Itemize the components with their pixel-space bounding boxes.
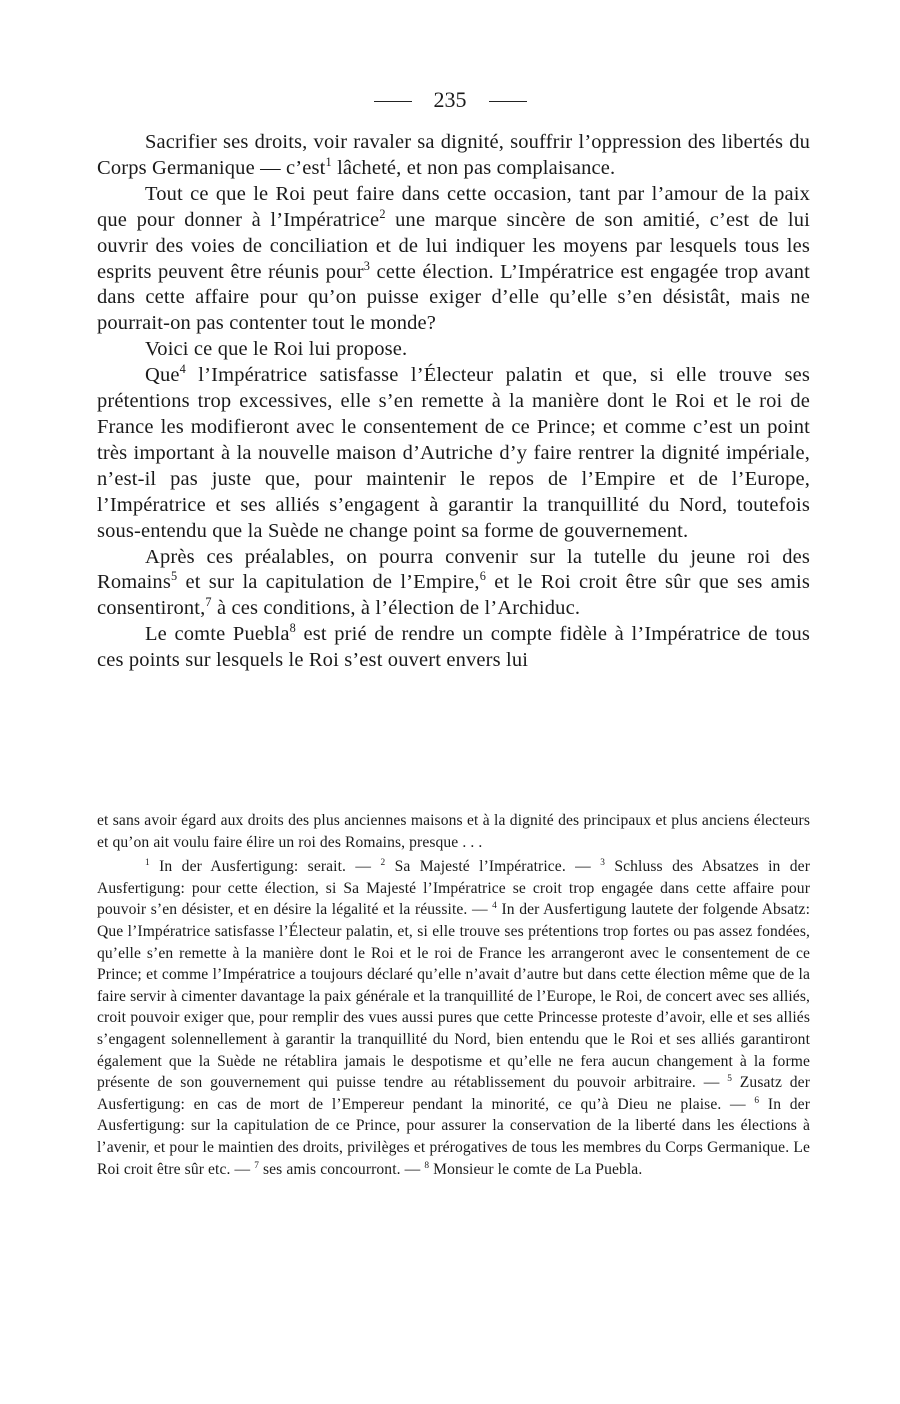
page-number: 235: [433, 87, 467, 112]
body-paragraph: Tout ce que le Roi peut faire dans cette occasion, tant par l’amour de la paix que pour donner à l’Impératrice$^2$ une marque sincère de son amitié, c’est de lui ouvrir des voies de conciliation et de lui indiquer les moyens par lesquels tous les esprits peuvent être réunis pour$^3$ cette élection. L’Impératrice est engagée trop avant dans cette affaire pour qu’on puisse exiger d’elle qu’elle s’en désistât, mais ne pourrait-on pas contenter tout le monde?: [97, 182, 810, 335]
body-paragraph: Après ces préalables, on pourra convenir sur la tutelle du jeune roi des Romains$^5$ et sur la capitulation de l’Empire,$^6$ et le Roi croit être sûr que ses amis consentiront,$^7$ à ces conditions, à l’élection de l’Archiduc.: [97, 545, 811, 620]
footnotes: [97, 810, 810, 1180]
body-paragraph: Sacrifier ses droits, voir ravaler sa dignité, souffrir l’oppression des libertés du Corps Germanique — c’est$^1$ lâcheté, et non pas complaisance.: [97, 131, 810, 179]
footnote-marker: 8: [289, 621, 296, 636]
footnote-marker: 1: [145, 858, 150, 868]
body-paragraph: Voici ce que le Roi lui propose.: [145, 338, 408, 361]
footnote-continuation: et sans avoir égard aux droits des plus anciennes maisons et à la dignité des principaux et plus anciens électeurs et qu’on ait voulu faire élire un roi des Romains, presque . . .: [97, 812, 810, 851]
header-rule-left: [374, 101, 412, 102]
main-text: [97, 130, 810, 674]
footnote-marker: 7: [205, 595, 212, 610]
header-rule-right: [489, 101, 527, 102]
footnote-marker: 5: [727, 1073, 732, 1084]
footnote-marker: 2: [380, 858, 386, 868]
body-paragraph: Le comte Puebla$^8$ est prié de rendre un compte fidèle à l’Impératrice de tous ces points sur lesquels le Roi s’est ouvert envers lui: [97, 621, 811, 672]
page-header: [0, 84, 900, 116]
footnote-marker: 8: [424, 1160, 430, 1171]
footnote-marker: 1: [325, 155, 332, 170]
footnote-marker: 4: [492, 901, 497, 912]
body-paragraph: Que$^4$ l’Impératrice satisfasse l’Électeur palatin et que, si elle trouve ses prétentions trop excessives, elle s’en remette à la manière dont le Roi et le roi de France les modifieront avec le consentement de ce Prince; et comme c’est un point très important à la nouvelle maison d’Autriche d’y faire rentrer la dignité impériale, n’est-il pas juste que, pour maintenir le repos de l’Empire et de l’Europe, l’Impératrice et ses alliés s’engagent à garantir la tranquillité du Nord, toutefois sous-entendu que la Suède ne change point sa forme de gouvernement.: [97, 362, 810, 542]
footnote-marker: 3: [363, 258, 371, 273]
footnote-marker: 3: [600, 858, 605, 868]
footnote-marker: 6: [754, 1095, 760, 1106]
footnote-marker: 6: [479, 569, 486, 584]
footnote-marker: 7: [254, 1160, 259, 1171]
footnote-list: $^1$ In der Ausfertigung: serait. — $^2$ Sa Majesté l’Impératrice. — $^3$ Schluss des Absatzes in der Ausfertigung: pour cette élection, si Sa Majesté l’Impératrice se croit trop engagée dans cette affaire pour pouvoir s’en désister, et en désire la légalité et la réussite. — $^4$ In der Ausfertigung lautete der folgende Absatz: Que l’Impératrice satisfasse l’Électeur palatin, et, si elle trouve ses prétentions trop fortes ou pas assez fondées, qu’elle s’en remette à la manière dont le Roi et le roi de France les arrangeront avec le consentement de ce Prince; et comme l’Impératrice a toujours déclaré qu’elle n’avait d’autre but dans cette élection même que de la faire servir à cimenter davantage la paix générale et la tranquillité de l’Europe, le Roi, de concert avec ses alliés, croit pouvoir exiger que, pour remplir des vues aussi pures que cette Princesse proteste d’avoir, elle et ses alliés s’engagent solennellement à garantir la tranquillité du Nord, bien entendu que le Roi et ses alliés garantiront également que la Suède ne rétablira jamais le despotisme et qu’elle ne fera aucun changement à la forme présente de son gouvernement qui puisse tendre au rétablissement du pouvoir arbitraire. — $^5$ Zusatz der Ausfertigung: en cas de mort de l’Empereur pendant la minorité, ce qu’à Dieu ne plaise. — $^6$ In der Ausfertigung: sur la capitulation de ce Prince, pour assurer la conservation de la liberté dans les élections à l’avenir, et pour le maintien des droits, privilèges et prérogatives de tous les membres du Corps Germanique. Le Roi croit être sûr etc. — $^7$ ses amis concourront. — $^8$ Monsieur le comte de La Puebla.: [97, 858, 811, 1178]
footnote-marker: 5: [170, 569, 178, 584]
footnote-marker: 4: [179, 362, 186, 377]
footnote-marker: 2: [379, 206, 386, 221]
